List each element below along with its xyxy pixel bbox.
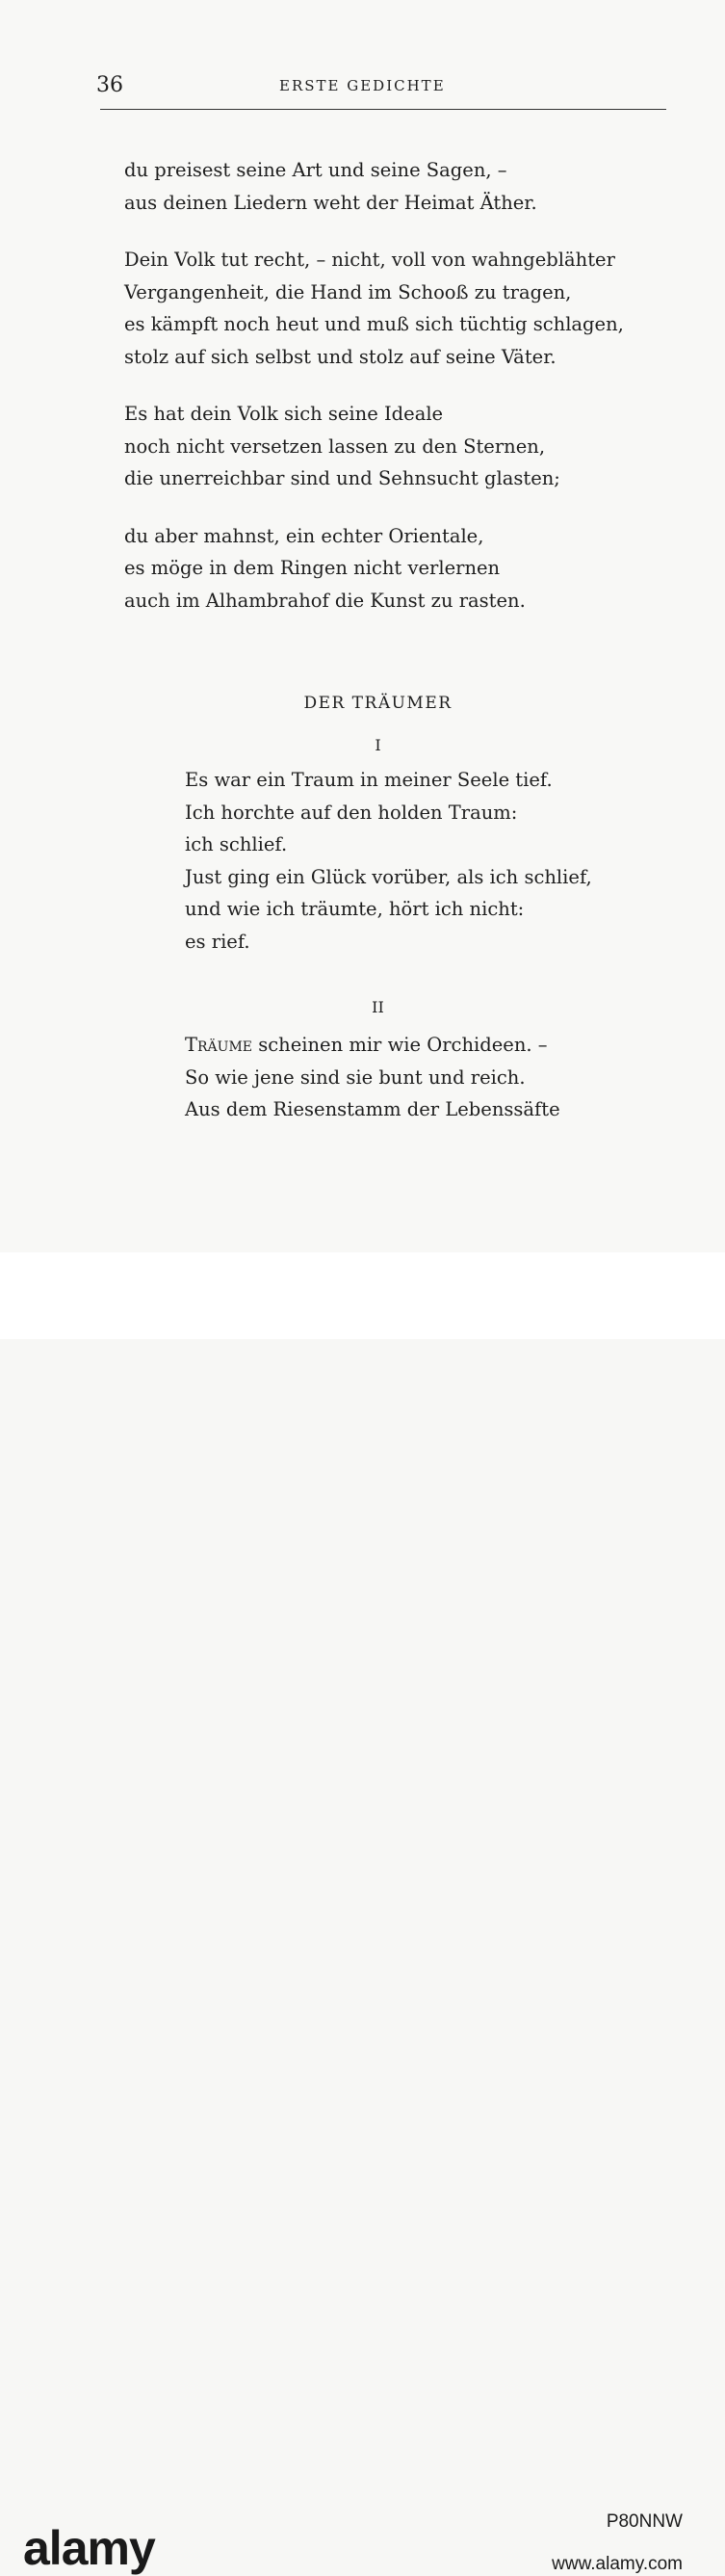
verse-line: aus deinen Liedern weht der Heimat Äther.: [124, 191, 537, 214]
verse-line: So wie jene sind sie bunt und reich.: [185, 1065, 526, 1089]
stanza: [124, 398, 702, 495]
verse-line: und wie ich träumte, hört ich nicht:: [185, 898, 525, 920]
stanza: [124, 154, 702, 219]
verse-line: [185, 1029, 705, 1062]
site-url: www.alamy.com: [552, 2554, 683, 2574]
verse-line: Dein Volk tut recht, – nicht, voll von wahngeblähter: [124, 249, 615, 271]
running-title: ERSTE GEDICHTE: [279, 77, 446, 94]
poem-stanzas: [124, 154, 702, 642]
book-page: [0, 0, 725, 1252]
section-title: DER TRÄUMER: [303, 694, 453, 713]
image-id: P80NNW: [606, 2511, 683, 2532]
first-line-rest: scheinen mir wie Orchideen. –: [252, 1034, 548, 1056]
verse-line: ich schlief.: [185, 833, 288, 855]
verse-line: es rief.: [185, 930, 250, 953]
part-numeral-1: I: [375, 736, 381, 754]
verse-line: noch nicht versetzen lassen zu den Sternen,: [124, 434, 546, 458]
verse-line: Vergangenheit, die Hand im Schooß zu tragen,: [124, 280, 572, 303]
verse-line: es möge in dem Ringen nicht verlernen: [124, 557, 501, 579]
verse-line: Aus dem Riesenstamm der Lebenssäfte: [185, 1098, 560, 1120]
verse-line: auch im Alhambrahof die Kunst zu rasten.: [124, 589, 526, 612]
initial-word: Träume: [185, 1034, 253, 1056]
verse-line: Ich horchte auf den holden Traum:: [185, 801, 518, 824]
page-number: 36: [96, 73, 123, 97]
verse-line: Es war ein Traum in meiner Seele tief.: [185, 769, 553, 791]
verse-line: Es hat dein Volk sich seine Ideale: [124, 403, 444, 425]
verse-line: es kämpft noch heut und muß sich tüchtig schlagen,: [124, 313, 624, 335]
verse-line: stolz auf sich selbst und stolz auf seine Väter.: [124, 345, 557, 368]
verse-line: du preisest seine Art und seine Sagen, –: [124, 159, 507, 181]
poem-part-1: [185, 764, 705, 958]
stanza: [124, 520, 702, 618]
header-rule: [100, 109, 666, 110]
poem-part-2: [185, 1029, 705, 1126]
stanza: [124, 244, 702, 373]
verse-line: Just ging ein Glück vorüber, als ich schlief,: [185, 865, 592, 888]
part-numeral-2: II: [372, 998, 384, 1016]
verse-line: du aber mahnst, ein echter Orientale,: [124, 524, 484, 547]
watermark-footer: [0, 1252, 725, 2575]
verse-line: die unerreichbar sind und Sehnsucht glasten;: [124, 467, 560, 489]
alamy-logo: alamy: [23, 2521, 155, 2575]
